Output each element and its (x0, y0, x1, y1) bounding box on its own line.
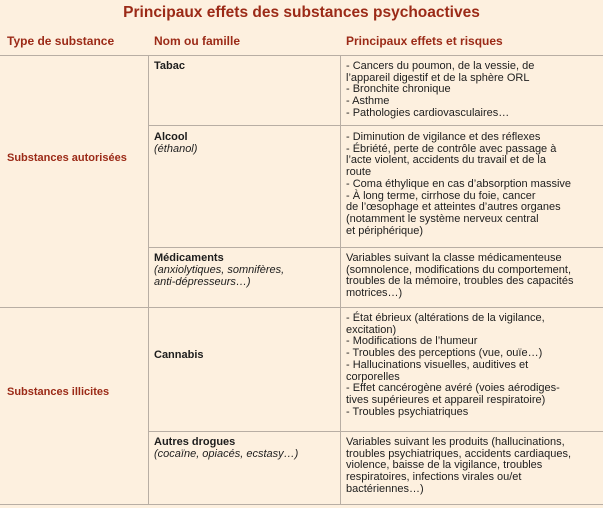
table-bottom-rule (0, 504, 603, 505)
substance-name: Cannabis (154, 349, 204, 361)
substance-name: Alcool (154, 131, 188, 143)
substance-subtitle: (cocaïne, opiacés, ecstasy…) (154, 448, 299, 460)
row-divider (148, 125, 603, 126)
substance-effects: Variables suivant la classe médicamenteuse (somnolence, modifications du comportement, troubles de la mémoire, troubles des capacités motrices…) (346, 252, 574, 300)
category-authorized: Substances autorisées (7, 152, 127, 164)
column-divider (340, 55, 341, 504)
substance-name: Autres drogues (154, 436, 236, 448)
substance-effects: - État ébrieux (altérations de la vigilance, excitation) - Modifications de l’humeur - Troubles des perceptions (vue, ouïe…) - Hallucinations visuelles, auditives et corporelles - Effet cancérogène avéré (voies aérodiges- tives supérieures et appareil respiratoire) - Troubles psychiatriques (346, 312, 560, 418)
header-type: Type de substance (7, 34, 115, 48)
substance-effects: - Cancers du poumon, de la vessie, de l’appareil digestif et de la sphère ORL - Bronchite chronique - Asthme - Pathologies cardiovasculaires… (346, 60, 535, 119)
substance-subtitle: (anxiolytiques, somnifères, anti-dépresseurs…) (154, 264, 285, 288)
header-name: Nom ou famille (154, 34, 241, 48)
substance-effects: - Diminution de vigilance et des réflexes - Ébriété, perte de contrôle avec passage à l’acte violent, accidents du travail et de la route - Coma éthylique en cas d’absorption massive - À long terme, cirrhose du foie, cancer de l’œsophage et atteintes d’autres organes (notamment le système nerveux central et périphérique) (346, 131, 572, 237)
group-divider (0, 307, 603, 308)
row-divider (148, 247, 603, 248)
category-illicit: Substances illicites (7, 386, 110, 398)
substance-name: Médicaments (154, 252, 224, 264)
substance-subtitle: (éthanol) (154, 143, 198, 155)
header-rule (0, 55, 603, 56)
table-title: Principaux effets des substances psychoactives (123, 4, 480, 21)
substance-effects: Variables suivant les produits (hallucinations, troubles psychiatriques, accidents cardiaques, violence, baisse de la vigilance, troubles respiratoires, infections virales ou/et bactériennes…) (346, 436, 572, 495)
substance-name: Tabac (154, 60, 185, 72)
header-effects: Principaux effets et risques (346, 34, 503, 48)
column-divider (148, 55, 149, 504)
row-divider (148, 431, 603, 432)
